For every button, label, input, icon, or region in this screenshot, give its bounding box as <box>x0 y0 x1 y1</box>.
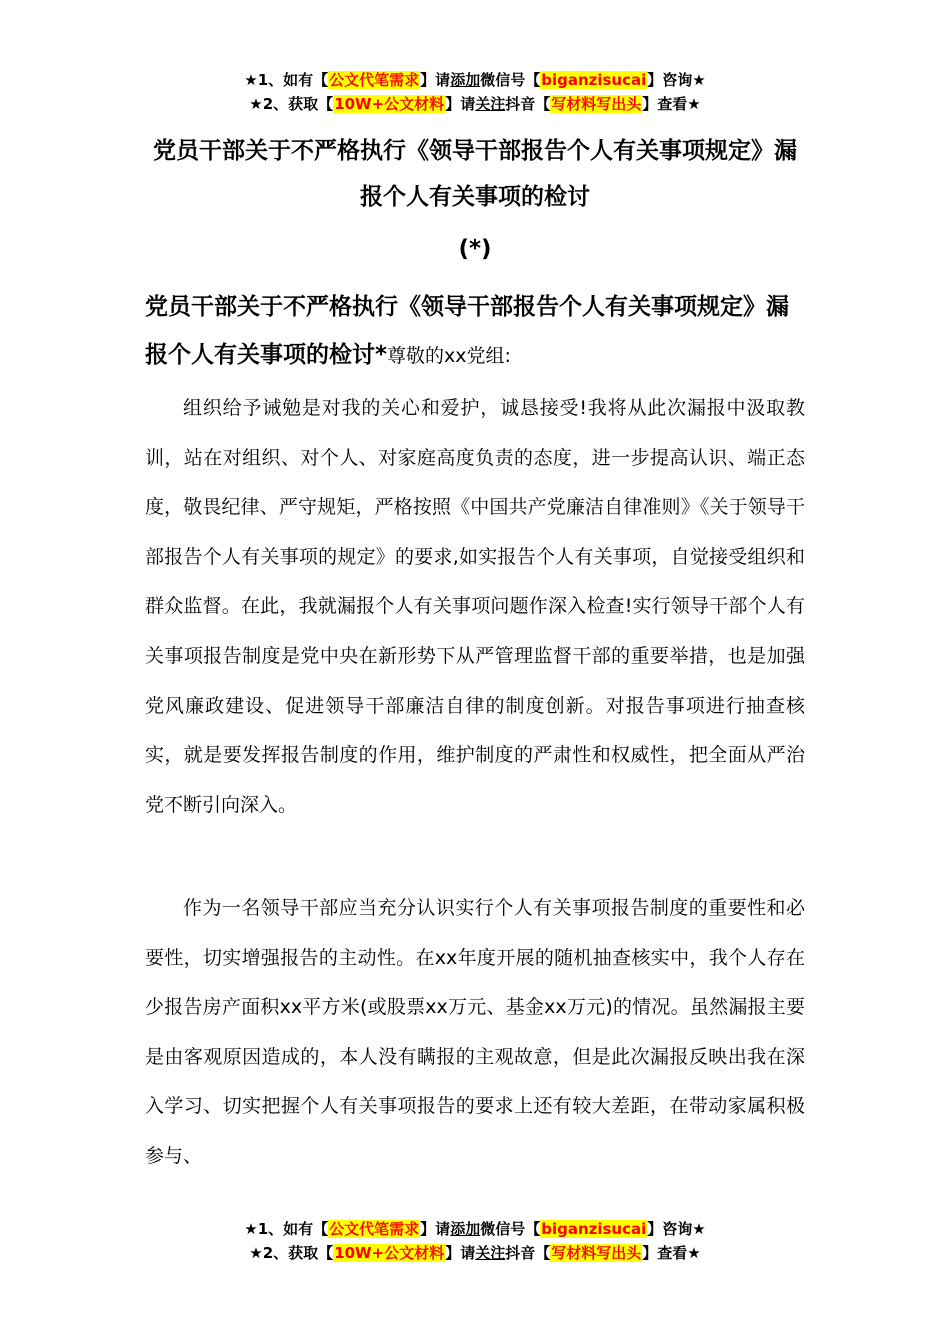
heading-title: 党员干部关于不严格执行《领导干部报告个人有关事项规定》漏报个人有关事项的检讨 <box>145 294 789 368</box>
promo-text: ★2、获取【 <box>249 95 334 113</box>
promo-text: ★1、如有【 <box>244 1220 329 1238</box>
body-paragraph-2: 作为一名领导干部应当充分认识实行个人有关事项报告制度的重要性和必要性，切实增强报告的主动性。在xx年度开展的随机抽查核实中，我个人存在少报告房产面积xx平方米(或股票xx万元、基金xx万元)的情况。虽然漏报主要是由客观原因造成的，本人没有瞒报的主观故意，但是此次漏报反映出我在深入学习、切实把握个人有关事项报告的要求上还有较大差距，在带动家属积极参与、 <box>145 897 805 1167</box>
promo-text: 微信号【 <box>480 1220 541 1238</box>
promo-text: ★2、获取【 <box>249 1244 334 1262</box>
promo-text: 微信号【 <box>480 71 541 89</box>
wechat-id-highlight: biganzisucai <box>541 1220 647 1238</box>
heading-star: * <box>375 342 388 368</box>
body-paragraph-1: 组织给予诫勉是对我的关心和爱护，诚恳接受!我将从此次漏报中汲取教训，站在对组织、对个人、对家庭高度负责的态度，进一步提高认识、端正态度，敬畏纪律、严守规矩，严格按照《中国共产党廉洁自律准则》《关于领导干部报告个人有关事项的规定》的要求,如实报告个人有关事项，自觉接受组织和群众监督。在此，我就漏报个人有关事项问题作深入检查!实行领导干部个人有关事项报告制度是党中央在新形势下从严管理监督干部的重要举措，也是加强党风廉政建设、促进领导干部廉洁自律的制度创新。对报告事项进行抽查核实，就是要发挥报告制度的作用，维护制度的严肃性和权威性，把全面从严治党不断引向深入。 <box>145 397 805 816</box>
salutation: 尊敬的xx党组: <box>387 345 511 367</box>
promo-highlight: 公文代笔需求 <box>329 71 420 89</box>
promo-line-2 <box>0 1241 950 1265</box>
document-title: 党员干部关于不严格执行《领导干部报告个人有关事项规定》漏报个人有关事项的检讨 <box>153 138 797 210</box>
promo-banner-top <box>0 68 950 116</box>
promo-text: 】请 <box>420 71 451 89</box>
promo-text: 抖音【 <box>505 1244 551 1262</box>
promo-text: 】请 <box>445 1244 476 1262</box>
promo-line-1 <box>0 68 950 92</box>
promo-underlined: 添加 <box>450 71 481 89</box>
promo-text: 】查看★ <box>642 95 701 113</box>
promo-text: 】咨询★ <box>647 71 706 89</box>
wechat-id-highlight: biganzisucai <box>541 71 647 89</box>
douyin-id-highlight: 写材料写出头 <box>551 1244 642 1262</box>
promo-highlight: 10W+公文材料 <box>334 95 445 113</box>
promo-line-2 <box>0 92 950 116</box>
promo-underlined: 关注 <box>475 95 506 113</box>
document-heading <box>145 283 805 380</box>
promo-text: 】请 <box>420 1220 451 1238</box>
promo-text: 抖音【 <box>505 95 551 113</box>
douyin-id-highlight: 写材料写出头 <box>551 95 642 113</box>
promo-underlined: 添加 <box>450 1220 481 1238</box>
promo-underlined: 关注 <box>475 1244 506 1262</box>
promo-highlight: 公文代笔需求 <box>329 1220 420 1238</box>
promo-highlight: 10W+公文材料 <box>334 1244 445 1262</box>
promo-text: 】咨询★ <box>647 1220 706 1238</box>
promo-text: ★1、如有【 <box>244 71 329 89</box>
promo-banner-bottom <box>0 1217 950 1265</box>
document-subtitle: (*) <box>458 236 492 262</box>
promo-text: 】查看★ <box>642 1244 701 1262</box>
promo-text: 】请 <box>445 95 476 113</box>
promo-line-1 <box>0 1217 950 1241</box>
